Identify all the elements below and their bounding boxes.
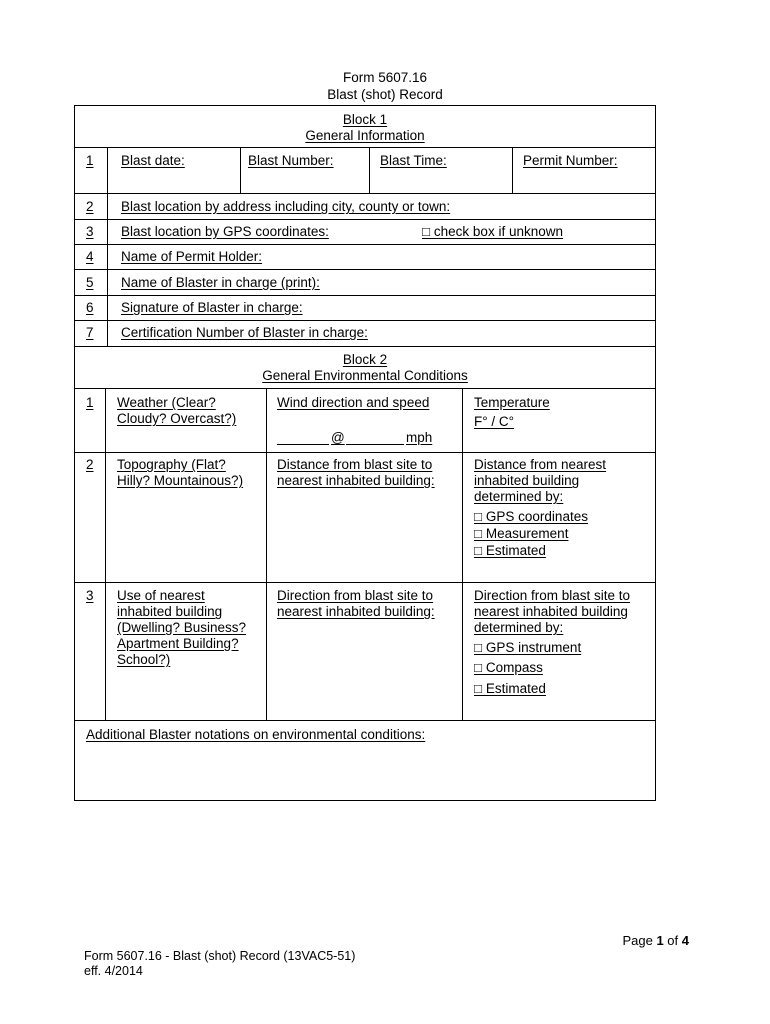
direction-label: nearest inhabited building: bbox=[277, 604, 435, 619]
distance-method-label: Distance from nearest bbox=[474, 457, 607, 472]
blaster-certification-field[interactable]: Certification Number of Blaster in charge: bbox=[121, 325, 368, 340]
direction-method-label: determined by: bbox=[474, 620, 564, 635]
temperature-label: Temperature bbox=[474, 395, 550, 410]
blast-location-gps-field[interactable]: Blast location by GPS coordinates: bbox=[121, 224, 329, 239]
wind-direction-blank[interactable] bbox=[277, 430, 329, 445]
block1-rule bbox=[74, 320, 656, 321]
permit-holder-field[interactable]: Name of Permit Holder: bbox=[121, 249, 263, 264]
block2-num-divider bbox=[105, 388, 106, 720]
block1-subtitle: General Information bbox=[305, 128, 425, 143]
direction-method-label: Direction from blast site to bbox=[474, 588, 631, 603]
blast-location-address-field[interactable]: Blast location by address including city, county or town: bbox=[121, 199, 451, 214]
blaster-name-field[interactable]: Name of Blaster in charge (print): bbox=[121, 275, 320, 290]
row-number: 1 bbox=[86, 153, 94, 168]
blast-date-field[interactable]: Blast date: bbox=[121, 153, 185, 168]
direction-method-label: nearest inhabited building bbox=[474, 604, 628, 619]
block2-rule bbox=[74, 720, 656, 721]
page-total: 4 bbox=[681, 933, 689, 948]
gps-unknown-checkbox[interactable]: □ check box if unknown bbox=[422, 224, 563, 239]
distance-label: nearest inhabited building: bbox=[277, 473, 435, 488]
block1-rule bbox=[74, 244, 656, 245]
distance-label: Distance from blast site to bbox=[277, 457, 433, 472]
block2-title: Block 2 bbox=[342, 352, 388, 367]
block2-subtitle: General Environmental Conditions bbox=[262, 368, 468, 383]
row-number: 2 bbox=[86, 457, 94, 472]
block1-col-divider bbox=[512, 147, 513, 193]
effective-date: eff. 4/2014 bbox=[84, 964, 143, 978]
row-number: 2 bbox=[86, 199, 94, 214]
row-number: 3 bbox=[86, 588, 94, 603]
building-use-label: inhabited building bbox=[117, 604, 223, 619]
form-reference: Form 5607.16 - Blast (shot) Record (13VAC5-51) bbox=[84, 949, 356, 963]
block1-title: Block 1 bbox=[342, 112, 388, 127]
blast-number-field[interactable]: Blast Number: bbox=[248, 153, 334, 168]
compass-checkbox[interactable]: □ Compass bbox=[474, 660, 543, 675]
distance-method-label: inhabited building bbox=[474, 473, 580, 488]
additional-notations-field[interactable]: Additional Blaster notations on environmental conditions: bbox=[86, 727, 426, 742]
weather-label: Weather (Clear? bbox=[117, 395, 216, 410]
permit-number-field[interactable]: Permit Number: bbox=[523, 153, 618, 168]
building-use-label: Apartment Building? bbox=[117, 636, 239, 651]
form-number: Form 5607.16 bbox=[342, 70, 428, 85]
block2-col-divider bbox=[462, 388, 463, 720]
wind-unit: mph bbox=[406, 430, 433, 445]
wind-label: Wind direction and speed bbox=[277, 395, 430, 410]
row-number: 5 bbox=[86, 275, 94, 290]
topography-label: Topography (Flat? bbox=[117, 457, 226, 472]
row-number: 7 bbox=[86, 325, 94, 340]
page-of: of bbox=[663, 933, 682, 948]
building-use-label: Use of nearest bbox=[117, 588, 205, 603]
topography-label: Hilly? Mountainous?) bbox=[117, 473, 244, 488]
block1-rule bbox=[74, 269, 656, 270]
block1-col-divider bbox=[240, 147, 241, 193]
measurement-checkbox[interactable]: □ Measurement bbox=[474, 526, 569, 541]
wind-speed-blank[interactable] bbox=[346, 430, 404, 445]
row-number: 3 bbox=[86, 224, 94, 239]
page-current: 1 bbox=[656, 933, 664, 948]
gps-instrument-checkbox[interactable]: □ GPS instrument bbox=[474, 640, 582, 655]
block1-num-divider bbox=[107, 147, 108, 347]
building-use-label: School?) bbox=[117, 652, 171, 667]
row-number: 1 bbox=[86, 395, 94, 410]
block2-rule bbox=[74, 388, 656, 389]
form-title: Blast (shot) Record bbox=[327, 87, 443, 102]
block1-col-divider bbox=[369, 147, 370, 193]
page-indicator bbox=[540, 933, 689, 948]
row-number: 4 bbox=[86, 249, 94, 264]
gps-coordinates-checkbox[interactable]: □ GPS coordinates bbox=[474, 509, 588, 524]
row-number: 6 bbox=[86, 300, 94, 315]
block2-rule bbox=[74, 452, 656, 453]
page-prefix: Page bbox=[622, 933, 657, 948]
weather-label: Cloudy? Overcast?) bbox=[117, 411, 237, 426]
block1-rule bbox=[74, 219, 656, 220]
distance-method-label: determined by: bbox=[474, 489, 564, 504]
blaster-signature-field[interactable]: Signature of Blaster in charge: bbox=[121, 300, 303, 315]
estimated-direction-checkbox[interactable]: □ Estimated bbox=[474, 681, 546, 696]
block1-rule bbox=[74, 193, 656, 194]
direction-label: Direction from blast site to bbox=[277, 588, 434, 603]
block1-rule bbox=[74, 295, 656, 296]
block2-rule bbox=[74, 582, 656, 583]
wind-at-symbol: @ bbox=[331, 430, 345, 445]
building-use-label: (Dwelling? Business? bbox=[117, 620, 247, 635]
block2-col-divider bbox=[266, 388, 267, 720]
temperature-unit: F° / C° bbox=[474, 414, 515, 429]
estimated-distance-checkbox[interactable]: □ Estimated bbox=[474, 543, 546, 558]
blast-time-field[interactable]: Blast Time: bbox=[380, 153, 447, 168]
block1-rule bbox=[74, 147, 656, 148]
